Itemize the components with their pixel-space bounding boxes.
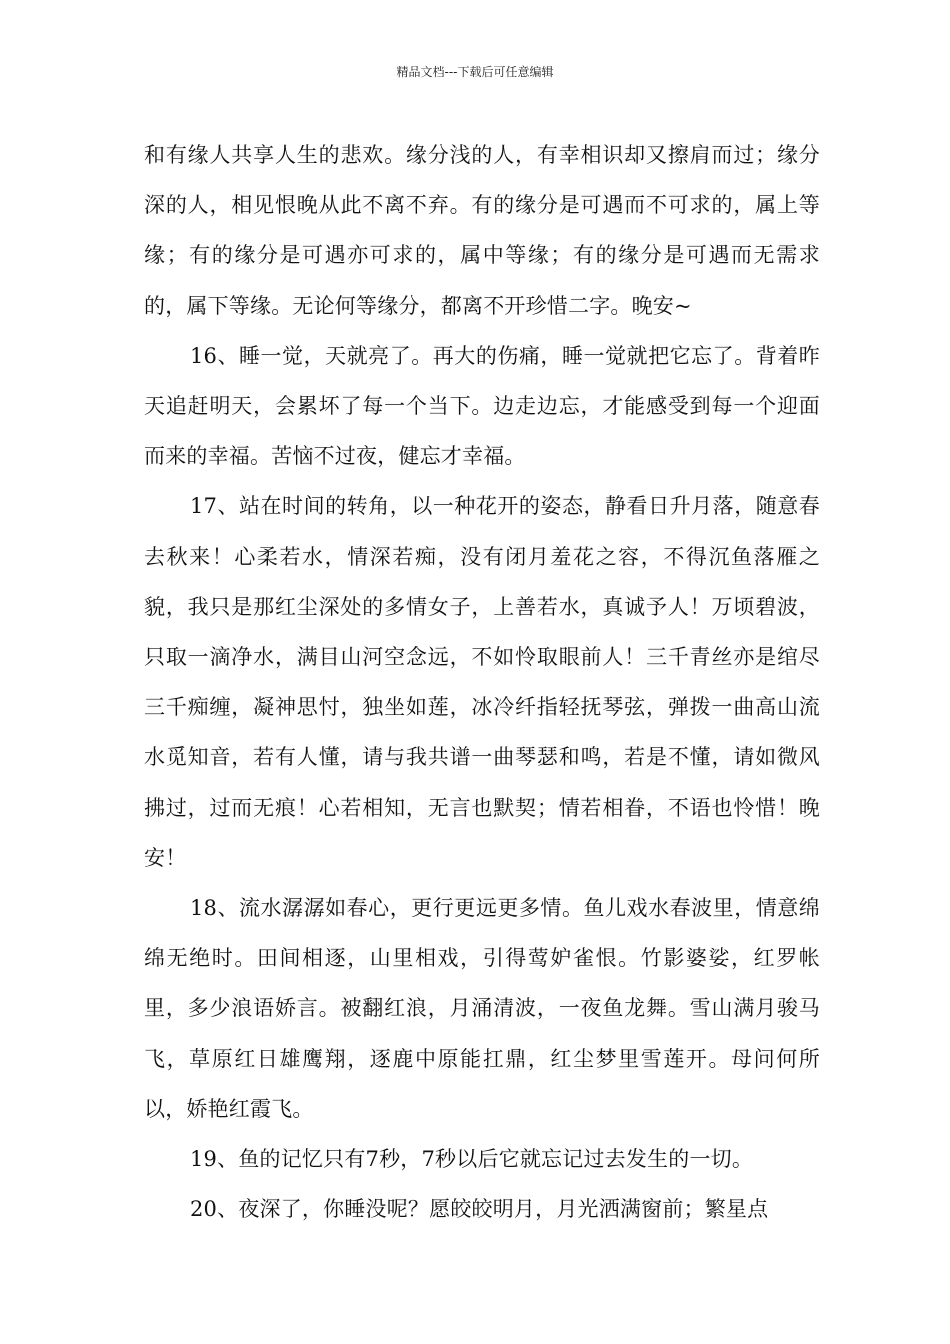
paragraph-17: 17、站在时间的转角，以一种花开的姿态，静看日升月落，随意春去秋来！心柔若水，情深若痴，没有闭月羞花之容，不得沉鱼落雁之貌，我只是那红尘深处的多情女子，上善若水，真诚予人！万顷碧波，只取一滴净水，满目山河空念远，不如怜取眼前人！三千青丝亦是绾尽三千痴缠，凝神思忖，独坐如莲，冰冷纤指轻抚琴弦，弹拨一曲高山流水觅知音，若有人懂，请与我共谱一曲琴瑟和鸣，若是不懂，请如微风拂过，过而无痕！心若相知，无言也默契；情若相眷，不语也怜惜！晚安！ xyxy=(144,494,820,870)
paragraph-16: 16、睡一觉，天就亮了。再大的伤痛，睡一觉就把它忘了。背着昨天追赶明天，会累坏了每一个当下。边走边忘，才能感受到每一个迎面而来的幸福。苦恼不过夜，健忘才幸福。 xyxy=(144,343,820,469)
document-body xyxy=(144,130,820,1234)
page-header: 精品文档---下载后可任意编辑 xyxy=(396,65,554,79)
paragraph-20: 20、夜深了，你睡没呢？愿皎皎明月，月光洒满窗前；繁星点 xyxy=(190,1197,769,1222)
paragraph-continuation: 和有缘人共享人生的悲欢。缘分浅的人，有幸相识却又擦肩而过；缘分深的人，相见恨晚从此不离不弃。有的缘分是可遇而不可求的，属上等缘；有的缘分是可遇亦可求的，属中等缘；有的缘分是可遇而无需求的，属下等缘。无论何等缘分，都离不开珍惜二字。晚安~ xyxy=(144,143,820,318)
paragraph-19: 19、鱼的记忆只有7秒，7秒以后它就忘记过去发生的一切。 xyxy=(190,1147,754,1172)
paragraph-18: 18、流水潺潺如春心，更行更远更多情。鱼儿戏水春波里，情意绵绵无绝时。田间相逐，山里相戏，引得莺妒雀恨。竹影婆娑，红罗帐里，多少浪语娇言。被翻红浪，月涌清波，一夜鱼龙舞。雪山满月骏马飞，草原红日雄鹰翔，逐鹿中原能扛鼎，红尘梦里雪莲开。母问何所以，娇艳红霞飞。 xyxy=(144,896,820,1121)
